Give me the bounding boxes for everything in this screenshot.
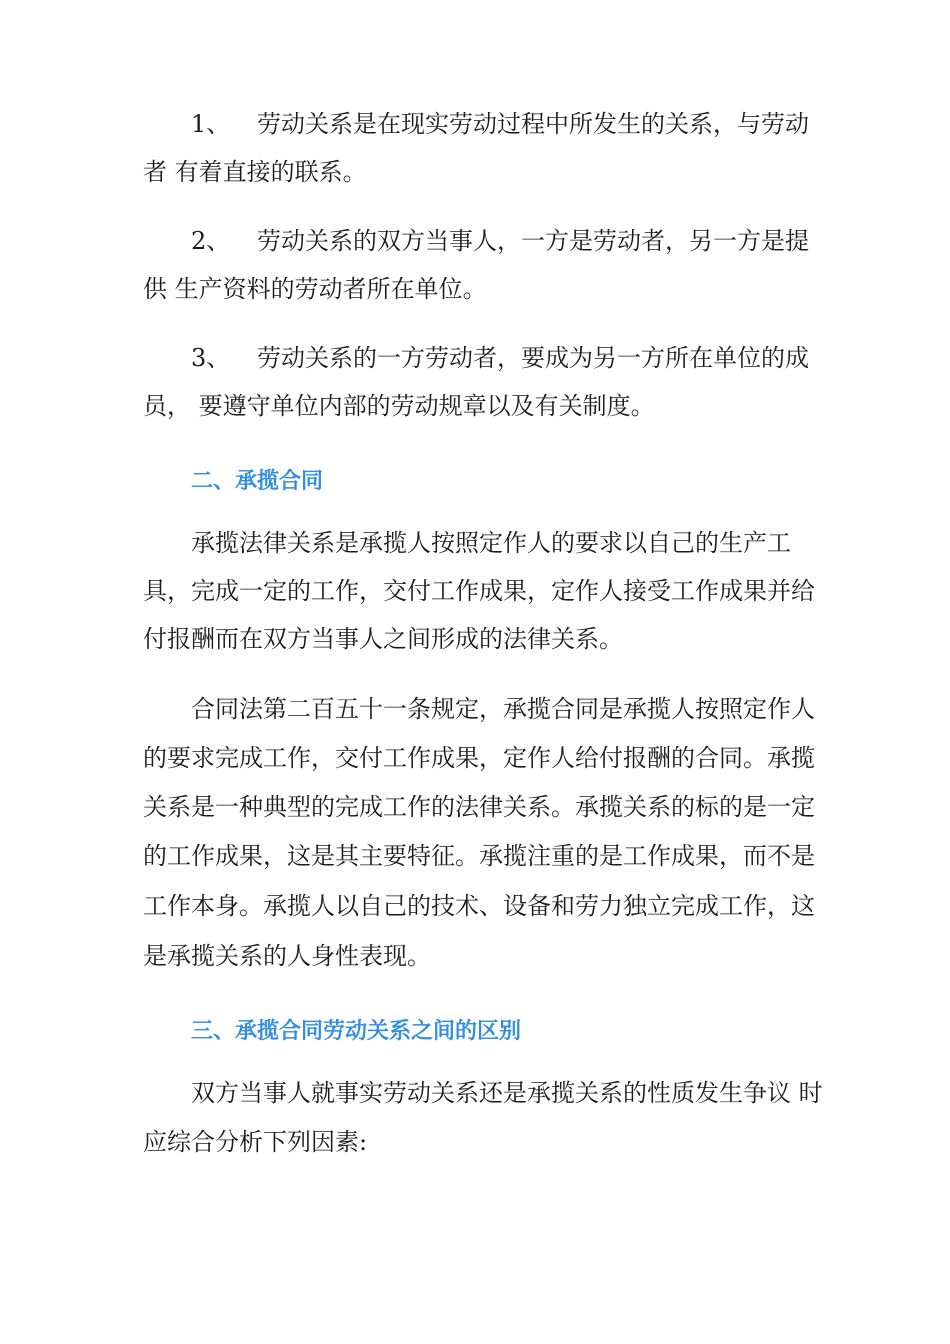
paragraph-line: 工作本身。承揽人以自己的技术、设备和劳力独立完成工作，这 [143,892,815,920]
item-number: 1、 [191,110,231,138]
paragraph-line: 具，完成一定的工作，交付工作成果，定作人接受工作成果并给 [143,577,815,605]
section-heading: 二、承揽合同 [191,469,324,494]
item-text-line: 者 有着直接的联系。 [143,158,367,186]
item-number: 2、 [191,227,231,255]
paragraph-line: 的工作成果，这是其主要特征。承揽注重的是工作成果，而不是 [143,842,815,870]
item-text-line: 劳动关系的双方当事人，一方是劳动者，另一方是提 [257,227,809,255]
paragraph-line: 应综合分析下列因素: [143,1128,368,1156]
section-heading: 三、承揽合同劳动关系之间的区别 [191,1019,522,1044]
item-text-line: 供 生产资料的劳动者所在单位。 [143,275,487,303]
paragraph-line: 的要求完成工作，交付工作成果，定作人给付报酬的合同。承揽 [143,744,815,772]
paragraph-line: 关系是一种典型的完成工作的法律关系。承揽关系的标的是一定 [143,793,815,821]
paragraph-line: 合同法第二百五十一条规定，承揽合同是承揽人按照定作人 [191,695,815,723]
item-text-line: 员， 要遵守单位内部的劳动规章以及有关制度。 [143,392,655,420]
item-text-line: 劳动关系是在现实劳动过程中所发生的关系，与劳动 [257,110,809,138]
paragraph-line: 双方当事人就事实劳动关系还是承揽关系的性质发生争议 时 [191,1079,823,1107]
item-text-line: 劳动关系的一方劳动者，要成为另一方所在单位的成 [257,344,809,372]
item-number: 3、 [191,344,231,372]
paragraph-line: 是承揽关系的人身性表现。 [143,942,431,970]
paragraph-line: 付报酬而在双方当事人之间形成的法律关系。 [143,625,623,653]
paragraph-line: 承揽法律关系是承揽人按照定作人的要求以自己的生产工 [191,529,791,557]
